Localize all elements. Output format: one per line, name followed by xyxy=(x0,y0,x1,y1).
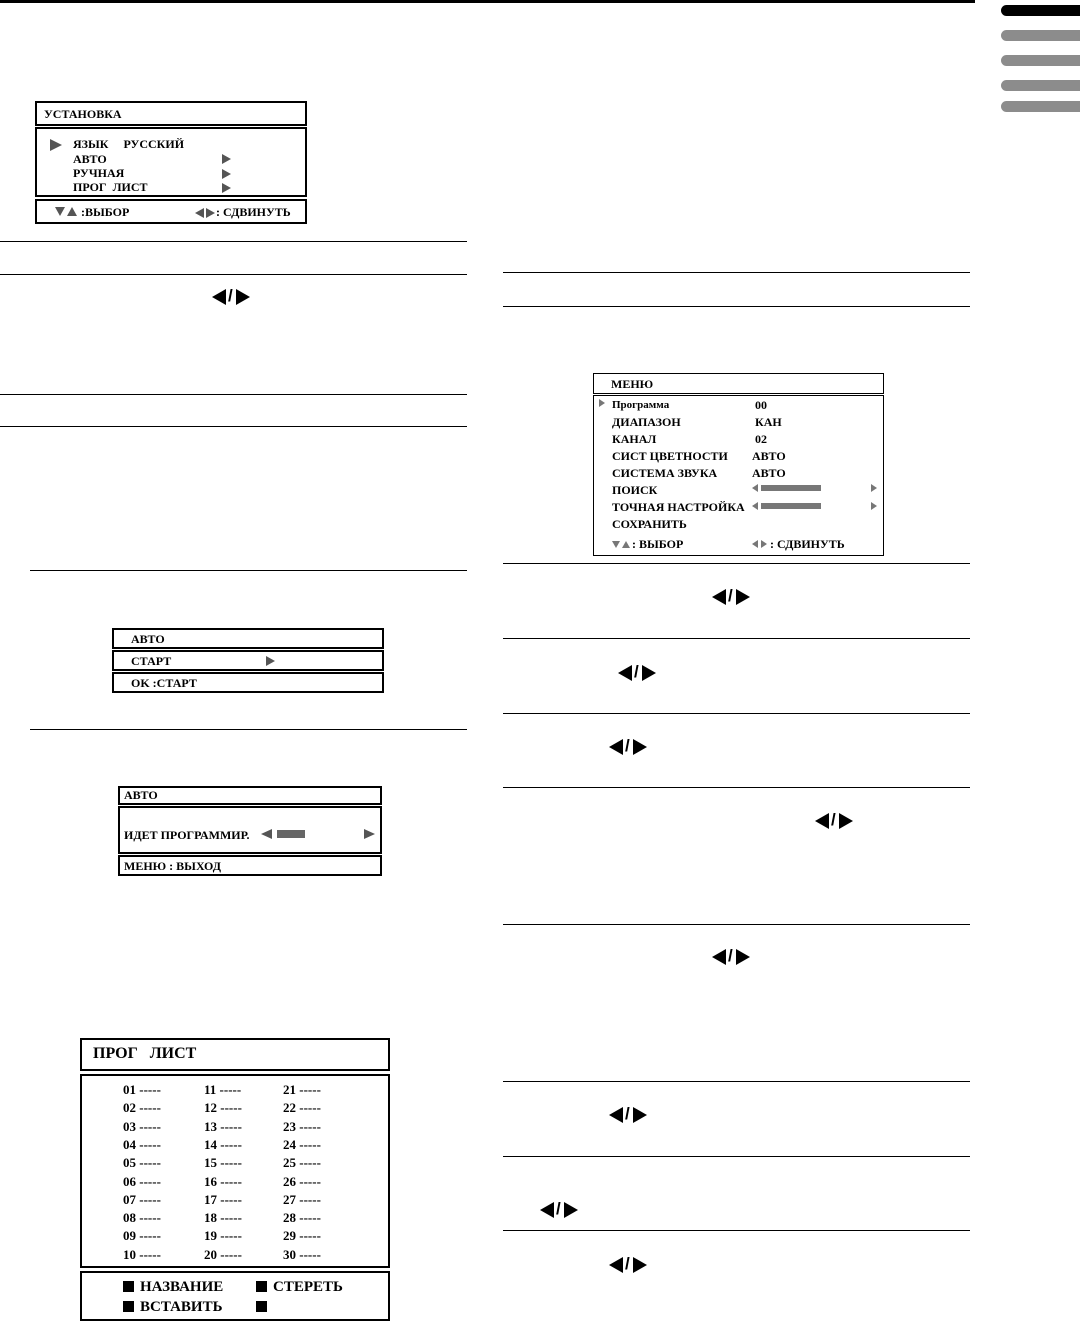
blue-key-button[interactable] xyxy=(256,1298,273,1316)
language-tab[interactable] xyxy=(1001,30,1080,41)
footer-select-hint: :ВЫБОР xyxy=(81,205,130,219)
prog-list-entry[interactable]: 11 ----- xyxy=(204,1082,242,1097)
left-right-arrows-icon: / xyxy=(712,588,750,606)
auto-progress-title: АВТО xyxy=(124,788,158,802)
manual-menu-title: МЕНЮ xyxy=(611,377,654,391)
language-tab[interactable] xyxy=(1001,55,1080,66)
prog-list-entry[interactable]: 18 ----- xyxy=(204,1210,242,1226)
prog-list-entry[interactable]: 20 ----- xyxy=(204,1246,242,1262)
red-key-icon xyxy=(123,1281,134,1292)
section-rule xyxy=(503,638,970,639)
auto-start-title: АВТО xyxy=(131,632,165,646)
progress-left-arrow-icon xyxy=(261,829,272,839)
language-tab-active[interactable] xyxy=(1001,5,1080,16)
setup-item-value: РУССКИЙ xyxy=(123,137,185,151)
setup-item-label: ЯЗЫК xyxy=(73,137,109,151)
insert-button-label: ВСТАВИТЬ xyxy=(140,1299,223,1315)
prog-list-entry[interactable]: 08 ----- xyxy=(123,1210,161,1226)
prog-list-entry[interactable]: 28 ----- xyxy=(283,1210,321,1226)
fine-tune-left-arrow-icon xyxy=(752,502,758,510)
setup-item-prog-list[interactable]: ПРОГ ЛИСТ xyxy=(73,180,148,194)
submenu-arrow-icon xyxy=(222,169,231,179)
manual-menu-item[interactable]: СОХРАНИТЬ xyxy=(612,517,687,531)
left-right-arrows-icon: / xyxy=(212,288,250,306)
search-bar xyxy=(761,485,821,491)
manual-menu-item[interactable]: КАНАЛ xyxy=(612,432,657,446)
manual-footer-select: : ВЫБОР xyxy=(632,537,684,551)
down-arrow-icon xyxy=(612,541,620,548)
prog-list-entry[interactable]: 12 ----- xyxy=(204,1100,242,1116)
left-right-arrows-icon: / xyxy=(712,948,750,966)
section-rule xyxy=(503,787,970,788)
up-arrow-icon xyxy=(622,541,630,548)
prog-list-entry[interactable]: 03 ----- xyxy=(123,1118,161,1134)
down-arrow-icon xyxy=(55,207,65,216)
prog-list-entry[interactable]: 25 ----- xyxy=(283,1155,321,1171)
search-left-arrow-icon xyxy=(752,484,758,492)
name-button-label: НАЗВАНИЕ xyxy=(140,1279,224,1295)
prog-list-entry[interactable]: 21 ----- xyxy=(283,1082,321,1097)
submenu-arrow-icon xyxy=(222,154,231,164)
prog-list-entry[interactable]: 24 ----- xyxy=(283,1136,321,1152)
prog-list-entry[interactable]: 29 ----- xyxy=(283,1228,321,1244)
section-rule xyxy=(0,394,467,395)
erase-button-label: СТЕРЕТЬ xyxy=(273,1279,343,1295)
manual-menu-value: 00 xyxy=(755,398,767,412)
auto-progress-label: ИДЕТ ПРОГРАММИР. xyxy=(124,828,250,842)
right-arrow-icon xyxy=(206,208,215,218)
setup-item-auto[interactable]: АВТО xyxy=(73,152,107,166)
prog-list-entry[interactable]: 17 ----- xyxy=(204,1191,242,1207)
manual-menu-value: 02 xyxy=(755,432,767,446)
prog-list-entry[interactable]: 01 ----- xyxy=(123,1082,161,1097)
section-rule xyxy=(30,729,467,730)
left-right-arrows-icon: / xyxy=(609,738,647,756)
prog-list-entry[interactable]: 16 ----- xyxy=(204,1173,242,1189)
auto-start-footer-hint: OK :СТАРТ xyxy=(131,676,197,690)
left-arrow-icon xyxy=(195,208,204,218)
insert-button[interactable] xyxy=(123,1298,223,1316)
auto-start-item[interactable]: СТАРТ xyxy=(131,654,172,668)
fine-tune-bar xyxy=(761,503,821,509)
prog-list-entry[interactable]: 14 ----- xyxy=(204,1136,242,1152)
setup-menu-title: УСТАНОВКА xyxy=(44,107,122,121)
language-tab[interactable] xyxy=(1001,101,1080,112)
progress-right-arrow-icon xyxy=(364,829,375,839)
prog-list-entry[interactable]: 13 ----- xyxy=(204,1118,242,1134)
fine-tune-right-arrow-icon xyxy=(871,502,877,510)
prog-list-entry[interactable]: 07 ----- xyxy=(123,1191,161,1207)
section-rule xyxy=(503,306,970,307)
manual-menu-value: АВТО xyxy=(752,466,786,480)
prog-list-entry[interactable]: 04 ----- xyxy=(123,1136,161,1152)
section-rule xyxy=(503,1156,970,1157)
setup-item-language[interactable] xyxy=(73,137,184,151)
footer-move-hint: : СДВИНУТЬ xyxy=(216,205,291,219)
section-rule xyxy=(0,426,467,427)
selection-pointer-icon xyxy=(50,139,62,151)
section-rule xyxy=(503,272,970,273)
right-arrow-icon xyxy=(761,540,767,548)
auto-progress-footer-hint: МЕНЮ : ВЫХОД xyxy=(124,859,222,873)
progress-fill xyxy=(277,830,305,838)
language-tab[interactable] xyxy=(1001,80,1080,91)
manual-menu-item[interactable]: ТОЧНАЯ НАСТРОЙКА xyxy=(612,500,745,514)
prog-list-entry[interactable]: 30 ----- xyxy=(283,1246,321,1262)
prog-list-entry[interactable]: 06 ----- xyxy=(123,1173,161,1189)
erase-button[interactable] xyxy=(256,1278,343,1296)
prog-list-entry[interactable]: 10 ----- xyxy=(123,1246,161,1262)
manual-footer-move: : СДВИНУТЬ xyxy=(770,537,845,551)
blue-key-icon xyxy=(256,1301,267,1312)
start-arrow-icon xyxy=(266,656,275,666)
progress-track xyxy=(277,830,357,838)
top-rule xyxy=(0,0,975,3)
section-rule xyxy=(0,241,467,242)
left-arrow-icon xyxy=(752,540,758,548)
left-right-arrows-icon: / xyxy=(609,1256,647,1274)
prog-list-title: ПРОГ ЛИСТ xyxy=(93,1045,197,1062)
left-right-arrows-icon: / xyxy=(618,664,656,682)
prog-list-entry[interactable]: 26 ----- xyxy=(283,1173,321,1189)
submenu-arrow-icon xyxy=(222,183,231,193)
prog-list-entry[interactable]: 23 ----- xyxy=(283,1118,321,1134)
manual-menu-value: КАН xyxy=(755,415,782,429)
prog-list-entry[interactable]: 27 ----- xyxy=(283,1191,321,1207)
left-right-arrows-icon: / xyxy=(815,812,853,830)
manual-menu-value: АВТО xyxy=(752,449,786,463)
search-right-arrow-icon xyxy=(871,484,877,492)
manual-menu-item[interactable]: СИСТЕМА ЗВУКА xyxy=(612,466,718,480)
section-rule xyxy=(503,1230,970,1231)
section-rule xyxy=(30,570,467,571)
manual-menu-item[interactable]: ПОИСК xyxy=(612,483,658,497)
setup-item-manual[interactable]: РУЧНАЯ xyxy=(73,166,125,180)
prog-list-entry[interactable]: 22 ----- xyxy=(283,1100,321,1116)
selection-pointer-icon xyxy=(599,399,605,407)
manual-menu-item[interactable]: Программа xyxy=(612,399,670,411)
section-rule xyxy=(503,1081,970,1082)
prog-list-entry[interactable]: 05 ----- xyxy=(123,1155,161,1171)
left-right-arrows-icon: / xyxy=(540,1201,578,1219)
left-right-arrows-icon: / xyxy=(609,1106,647,1124)
green-key-icon xyxy=(256,1281,267,1292)
name-button[interactable] xyxy=(123,1278,223,1296)
yellow-key-icon xyxy=(123,1301,134,1312)
section-rule xyxy=(503,713,970,714)
prog-list-entry[interactable]: 19 ----- xyxy=(204,1228,242,1244)
prog-list-entry[interactable]: 09 ----- xyxy=(123,1228,161,1244)
up-arrow-icon xyxy=(67,207,77,216)
section-rule xyxy=(503,924,970,925)
manual-menu-item[interactable]: ДИАПАЗОН xyxy=(612,415,681,429)
prog-list-entry[interactable]: 02 ----- xyxy=(123,1100,161,1116)
prog-list-entry[interactable]: 15 ----- xyxy=(204,1155,242,1171)
section-rule xyxy=(503,563,970,564)
section-rule xyxy=(0,274,467,275)
manual-menu-item[interactable]: СИСТ ЦВЕТНОСТИ xyxy=(612,449,728,463)
